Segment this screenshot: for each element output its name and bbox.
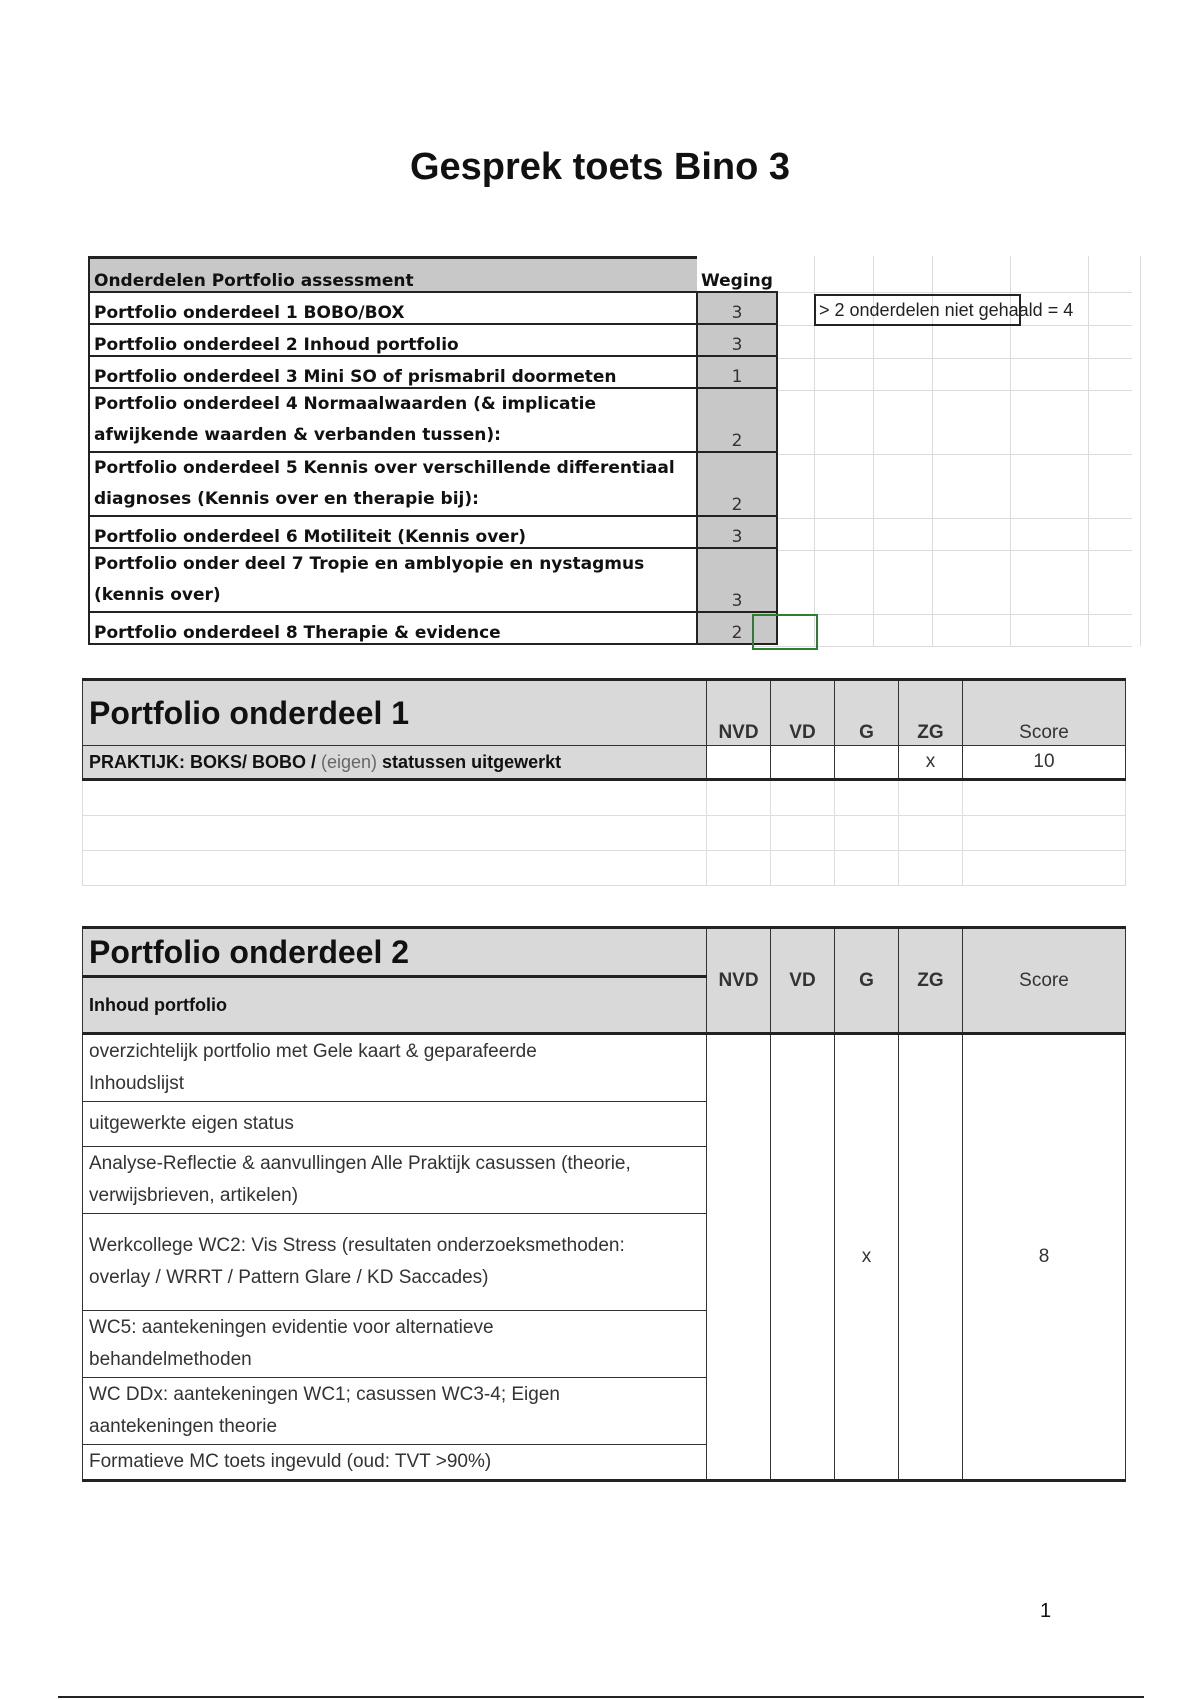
part2-title: Portfolio onderdeel 2 <box>83 928 707 977</box>
part2-nvd-cell <box>707 1034 771 1481</box>
col-g: G <box>835 680 899 746</box>
col-vd: VD <box>771 928 835 1034</box>
weging-label: Portfolio onderdeel 6 Motiliteit (Kennis over) <box>89 516 697 548</box>
weging-value: 2 <box>697 388 777 452</box>
part1-zg-cell: x <box>899 746 963 780</box>
weging-value: 2 <box>697 452 777 516</box>
empty-row <box>83 816 1126 851</box>
weging-label: Portfolio onderdeel 5 Kennis over verschillende differentiaal diagnoses (Kennis over en therapie bij): <box>89 452 697 516</box>
part2-header-row <box>83 928 1126 977</box>
weging-value: 3 <box>697 324 777 356</box>
weging-label: Portfolio onderdeel 8 Therapie & evidence <box>89 612 697 644</box>
empty-row <box>83 851 1126 886</box>
empty-row <box>83 780 1126 816</box>
part1-g-cell <box>835 746 899 780</box>
part2-g-cell: x <box>835 1034 899 1481</box>
table-row <box>89 516 777 548</box>
weging-header-label: Onderdelen Portfolio assessment <box>89 258 697 293</box>
part1-criterion: PRAKTIJK: BOKS/ BOBO / (eigen) statussen uitgewerkt <box>83 746 707 780</box>
table-row <box>83 1034 1126 1102</box>
part2-score: 8 <box>963 1034 1126 1481</box>
col-nvd: NVD <box>707 928 771 1034</box>
weging-header-weight: Weging <box>697 258 777 293</box>
part2-subtitle: Inhoud portfolio <box>83 977 707 1034</box>
col-zg: ZG <box>899 928 963 1034</box>
table-row <box>83 746 1126 780</box>
part2-zg-cell <box>899 1034 963 1481</box>
weging-label: Portfolio onderdeel 4 Normaalwaarden (& implicatie afwijkende waarden & verbanden tussen): <box>89 388 697 452</box>
part2-criterion: Formatieve MC toets ingevuld (oud: TVT >90%) <box>83 1445 707 1481</box>
col-score: Score <box>963 928 1126 1034</box>
footer-rule <box>58 1696 1144 1698</box>
part2-criterion: Analyse-Reflectie & aanvullingen Alle Praktijk casussen (theorie, verwijsbrieven, artikelen) <box>83 1147 707 1214</box>
part2-criterion: overzichtelijk portfolio met Gele kaart & geparafeerde Inhoudslijst <box>83 1034 707 1102</box>
weging-table <box>88 256 778 645</box>
table-row <box>89 548 777 612</box>
part1-score: 10 <box>963 746 1126 780</box>
col-nvd: NVD <box>707 680 771 746</box>
weging-value: 1 <box>697 356 777 388</box>
weging-value: 3 <box>697 516 777 548</box>
weging-value: 3 <box>697 548 777 612</box>
weging-label: Portfolio onderdeel 3 Mini SO of prismabril doormeten <box>89 356 697 388</box>
table-row <box>89 388 777 452</box>
table-row <box>89 612 777 644</box>
part2-criterion: uitgewerkte eigen status <box>83 1102 707 1147</box>
table-row <box>89 324 777 356</box>
weging-value: 2 <box>697 612 777 644</box>
part1-table <box>82 678 1126 886</box>
table-row <box>89 452 777 516</box>
part2-vd-cell <box>771 1034 835 1481</box>
weging-label: Portfolio onderdeel 2 Inhoud portfolio <box>89 324 697 356</box>
page-title: Gesprek toets Bino 3 <box>409 146 791 188</box>
part1-title: Portfolio onderdeel 1 <box>83 680 707 746</box>
col-zg: ZG <box>899 680 963 746</box>
table-row <box>89 292 777 324</box>
table-row <box>89 356 777 388</box>
fail-rule-note: > 2 onderdelen niet gehaald = 4 <box>814 294 1021 326</box>
col-vd: VD <box>771 680 835 746</box>
part1-header-row <box>83 680 1126 746</box>
part2-criterion: Werkcollege WC2: Vis Stress (resultaten onderzoeksmethoden: overlay / WRRT / Pattern Glare / KD Saccades) <box>83 1214 707 1311</box>
part1-nvd-cell <box>707 746 771 780</box>
part2-table <box>82 926 1126 1482</box>
weging-header-row <box>89 258 777 293</box>
part1-vd-cell <box>771 746 835 780</box>
part2-criterion: WC5: aantekeningen evidentie voor alternatieve behandelmethoden <box>83 1311 707 1378</box>
weging-label: Portfolio onderdeel 1 BOBO/BOX <box>89 292 697 324</box>
col-g: G <box>835 928 899 1034</box>
selected-cell[interactable] <box>752 614 818 650</box>
weging-label: Portfolio onder deel 7 Tropie en amblyopie en nystagmus (kennis over) <box>89 548 697 612</box>
col-score: Score <box>963 680 1126 746</box>
part2-criterion: WC DDx: aantekeningen WC1; casussen WC3-4; Eigen aantekeningen theorie <box>83 1378 707 1445</box>
page-number: 1 <box>1040 1600 1052 1622</box>
weging-value: 3 <box>697 292 777 324</box>
